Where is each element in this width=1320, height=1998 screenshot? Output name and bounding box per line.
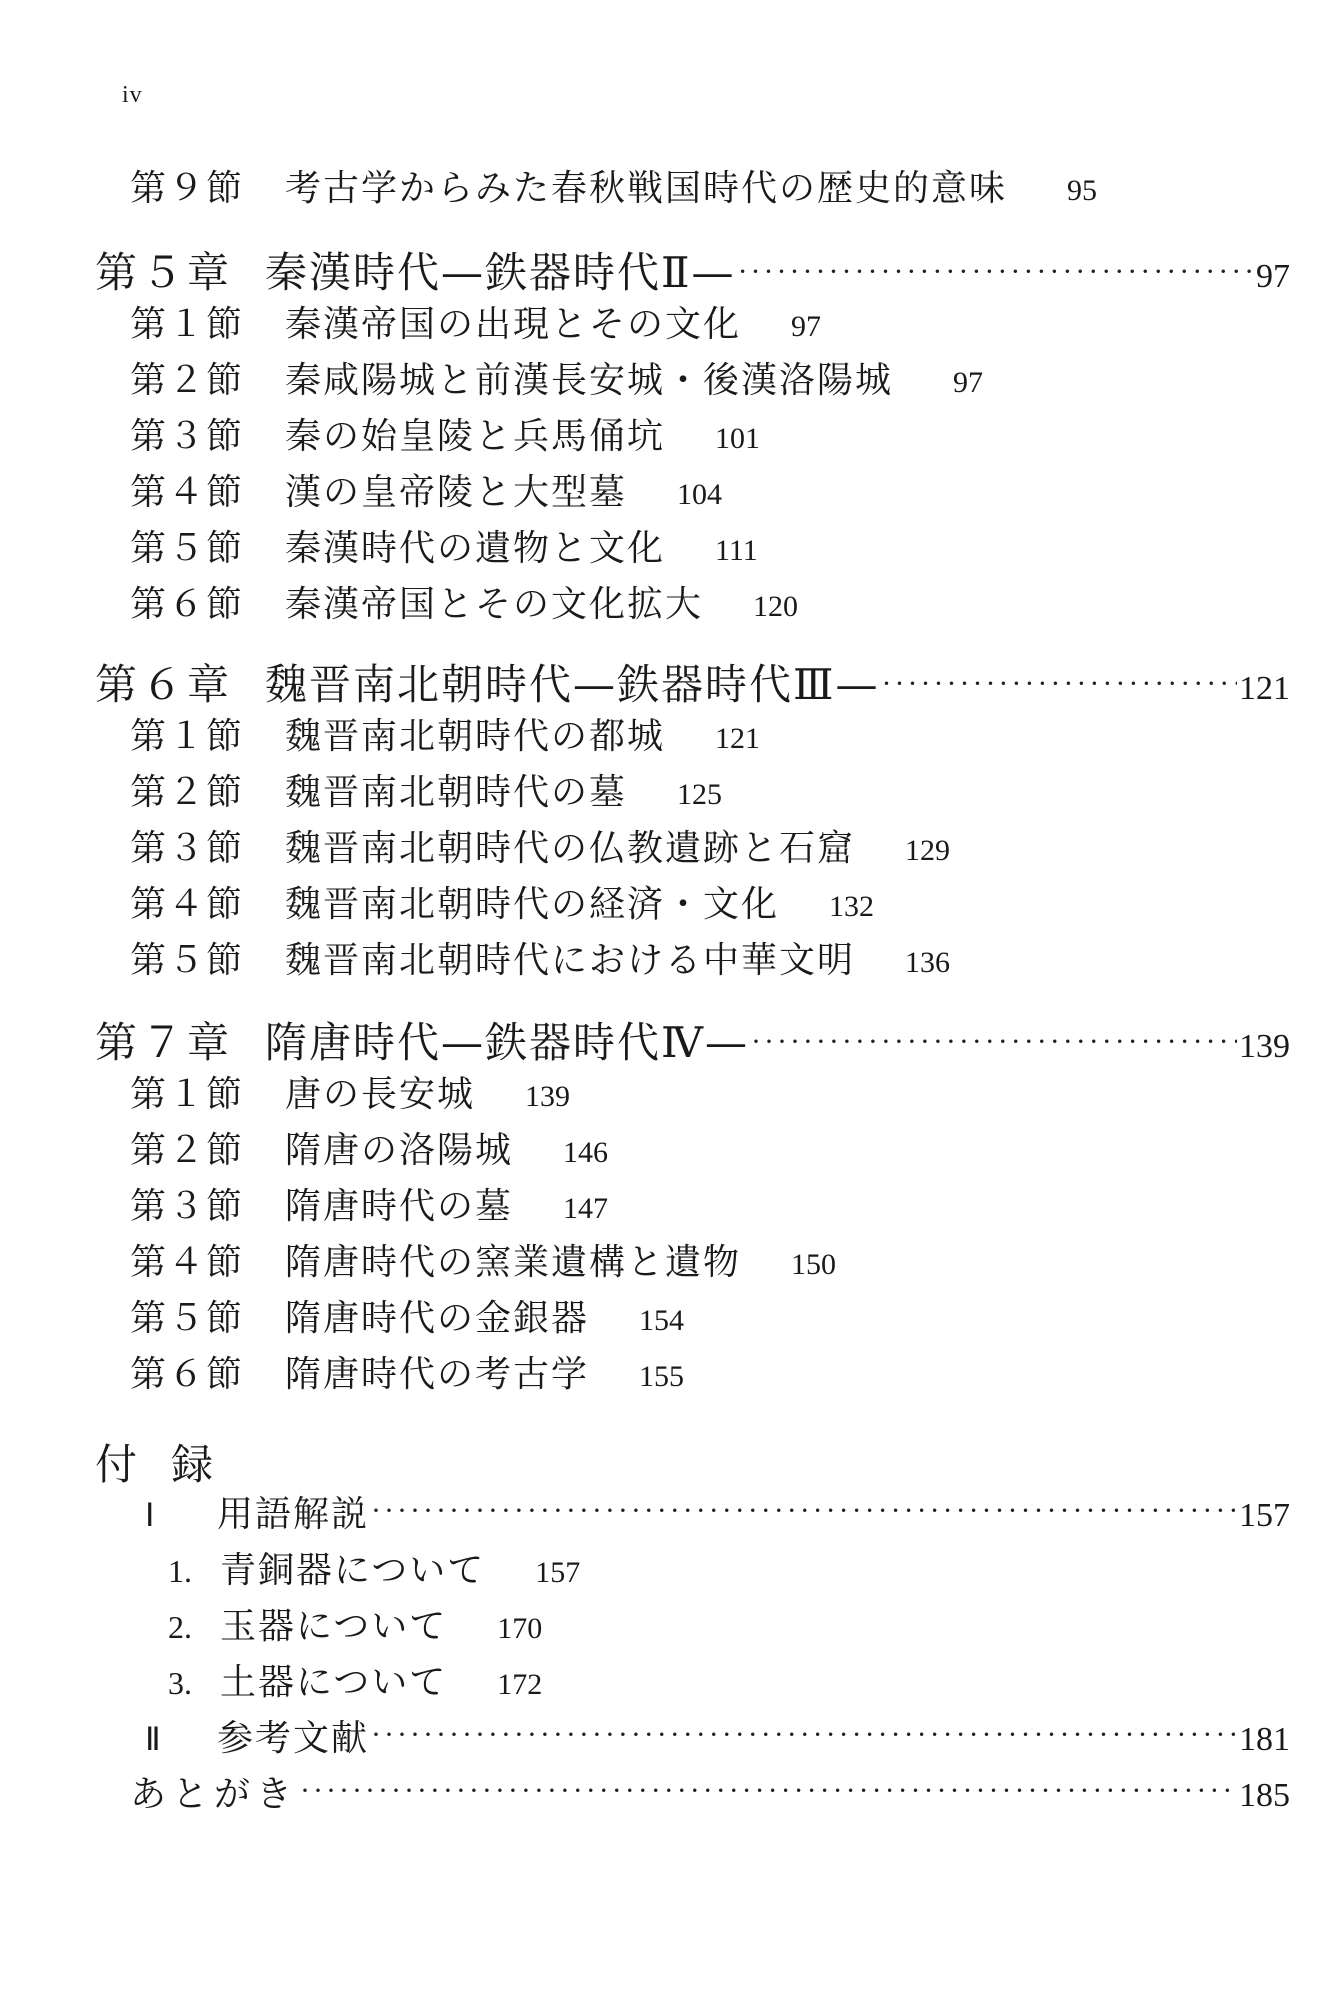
section-page: 139: [525, 1080, 571, 1113]
item-page: 157: [535, 1556, 581, 1589]
toc-chapter-row: [95, 1010, 1290, 1070]
toc-appendix-item-row: [168, 1542, 580, 1593]
section-title: 隋唐時代の考古学: [285, 1354, 590, 1395]
item-title: 青銅器について: [220, 1550, 486, 1591]
section-title: 唐の長安城: [285, 1074, 476, 1115]
dot-leader: [738, 255, 1254, 289]
section-label: 第３節: [130, 416, 245, 457]
toc-section-row: [130, 576, 798, 627]
part-numeral: Ⅰ: [145, 1497, 155, 1533]
chapter-page: 97: [1256, 258, 1290, 295]
toc-section-row: [130, 296, 821, 347]
toc-section-row: [130, 160, 1097, 211]
dot-leader: [371, 1494, 1237, 1528]
section-label: 第５節: [130, 1298, 245, 1339]
section-page: 125: [677, 778, 723, 811]
afterword-title: あとがき: [130, 1774, 299, 1815]
toc-section-row: [130, 1178, 608, 1229]
toc-section-row: [130, 932, 950, 983]
section-page: 150: [791, 1248, 837, 1281]
toc-section-row: [130, 820, 950, 871]
toc-afterword-row: [130, 1766, 1290, 1817]
section-title: 秦咸陽城と前漢長安城・後漢洛陽城: [285, 360, 894, 401]
section-title: 魏晋南北朝時代における中華文明: [285, 940, 856, 981]
section-title: 魏晋南北朝時代の都城: [285, 716, 666, 757]
toc-chapter-row: [95, 652, 1290, 712]
toc-section-row: [130, 408, 760, 459]
chapter-label: 第６章: [95, 660, 234, 709]
section-page: 155: [639, 1360, 685, 1393]
toc-appendix-item-row: [168, 1654, 542, 1705]
toc-appendix-part-row: [145, 1710, 1290, 1761]
section-title: 秦漢時代の遺物と文化: [285, 528, 666, 569]
section-title: 隋唐時代の窯業遺構と遺物: [285, 1242, 742, 1283]
section-label: 第１節: [130, 304, 245, 345]
chapter-title: 魏晋南北朝時代—鉄器時代Ⅲ—: [265, 660, 880, 709]
section-label: 第４節: [130, 884, 245, 925]
chapter-page: 121: [1239, 670, 1290, 707]
toc-section-row: [130, 520, 758, 571]
section-title: 魏晋南北朝時代の墓: [285, 772, 628, 813]
toc-section-row: [130, 1290, 684, 1341]
section-page: 121: [715, 722, 761, 755]
section-label: 第３節: [130, 1186, 245, 1227]
section-page: 154: [639, 1304, 685, 1337]
toc-appendix-item-row: [168, 1598, 542, 1649]
section-label: 第２節: [130, 772, 245, 813]
section-title: 隋唐時代の金銀器: [285, 1298, 590, 1339]
section-label: 第５節: [130, 528, 245, 569]
section-page: 120: [753, 590, 799, 623]
item-page: 170: [497, 1612, 543, 1645]
section-title: 隋唐時代の墓: [285, 1186, 514, 1227]
item-number: 1.: [168, 1553, 192, 1589]
section-label: 第６節: [130, 584, 245, 625]
section-label: 第２節: [130, 1130, 245, 1171]
toc-chapter-row: [95, 240, 1290, 300]
toc-section-row: [130, 876, 874, 927]
afterword-page: 185: [1239, 1777, 1290, 1814]
section-page: 97: [953, 366, 984, 399]
part-page: 157: [1239, 1497, 1290, 1534]
section-page: 104: [677, 478, 723, 511]
chapter-title: 隋唐時代—鉄器時代Ⅳ—: [265, 1018, 749, 1067]
section-title: 魏晋南北朝時代の仏教遺跡と石窟: [285, 828, 856, 869]
section-page: 146: [563, 1136, 609, 1169]
section-title: 秦漢帝国の出現とその文化: [285, 304, 742, 345]
section-label: 第１節: [130, 716, 245, 757]
dot-leader: [751, 1025, 1237, 1059]
dot-leader: [371, 1718, 1237, 1752]
section-title: 漢の皇帝陵と大型墓: [285, 472, 628, 513]
section-title: 秦の始皇陵と兵馬俑坑: [285, 416, 666, 457]
chapter-title: 秦漢時代—鉄器時代Ⅱ—: [265, 248, 736, 297]
section-page: 101: [715, 422, 761, 455]
chapter-label: 第７章: [95, 1018, 234, 1067]
section-page: 147: [563, 1192, 609, 1225]
toc-section-row: [130, 1066, 570, 1117]
item-title: 玉器について: [220, 1606, 448, 1647]
section-label: 第６節: [130, 1354, 245, 1395]
item-title: 土器について: [220, 1662, 448, 1703]
section-page: 111: [715, 534, 758, 567]
toc-section-row: [130, 1234, 836, 1285]
part-title: 参考文献: [217, 1718, 370, 1759]
dot-leader: [882, 667, 1237, 701]
section-title: 秦漢帝国とその文化拡大: [285, 584, 704, 625]
page-number: iv: [122, 82, 143, 108]
toc-section-row: [130, 1346, 684, 1397]
item-number: 3.: [168, 1665, 192, 1701]
toc-section-row: [130, 464, 722, 515]
toc-section-row: [130, 708, 760, 759]
section-label: 第９節: [130, 168, 245, 209]
part-page: 181: [1239, 1721, 1290, 1758]
dot-leader: [300, 1774, 1237, 1808]
section-title: 隋唐の洛陽城: [285, 1130, 514, 1171]
toc-section-row: [130, 352, 983, 403]
section-page: 95: [1067, 174, 1098, 207]
section-title: 考古学からみた春秋戦国時代の歴史的意味: [285, 168, 1008, 209]
section-page: 136: [905, 946, 951, 979]
toc-appendix-part-row: [145, 1486, 1290, 1537]
chapter-page: 139: [1239, 1028, 1290, 1065]
section-label: 第１節: [130, 1074, 245, 1115]
section-page: 132: [829, 890, 875, 923]
section-page: 129: [905, 834, 951, 867]
part-numeral: Ⅱ: [145, 1721, 161, 1757]
item-page: 172: [497, 1668, 543, 1701]
toc-section-row: [130, 764, 722, 815]
section-label: 第３節: [130, 828, 245, 869]
chapter-label: 第５章: [95, 248, 234, 297]
appendix-title: 付録: [95, 1440, 248, 1489]
section-label: 第４節: [130, 472, 245, 513]
section-label: 第２節: [130, 360, 245, 401]
section-page: 97: [791, 310, 822, 343]
section-label: 第５節: [130, 940, 245, 981]
toc-section-row: [130, 1122, 608, 1173]
item-number: 2.: [168, 1609, 192, 1645]
part-title: 用語解説: [217, 1494, 370, 1535]
section-title: 魏晋南北朝時代の経済・文化: [285, 884, 780, 925]
section-label: 第４節: [130, 1242, 245, 1283]
